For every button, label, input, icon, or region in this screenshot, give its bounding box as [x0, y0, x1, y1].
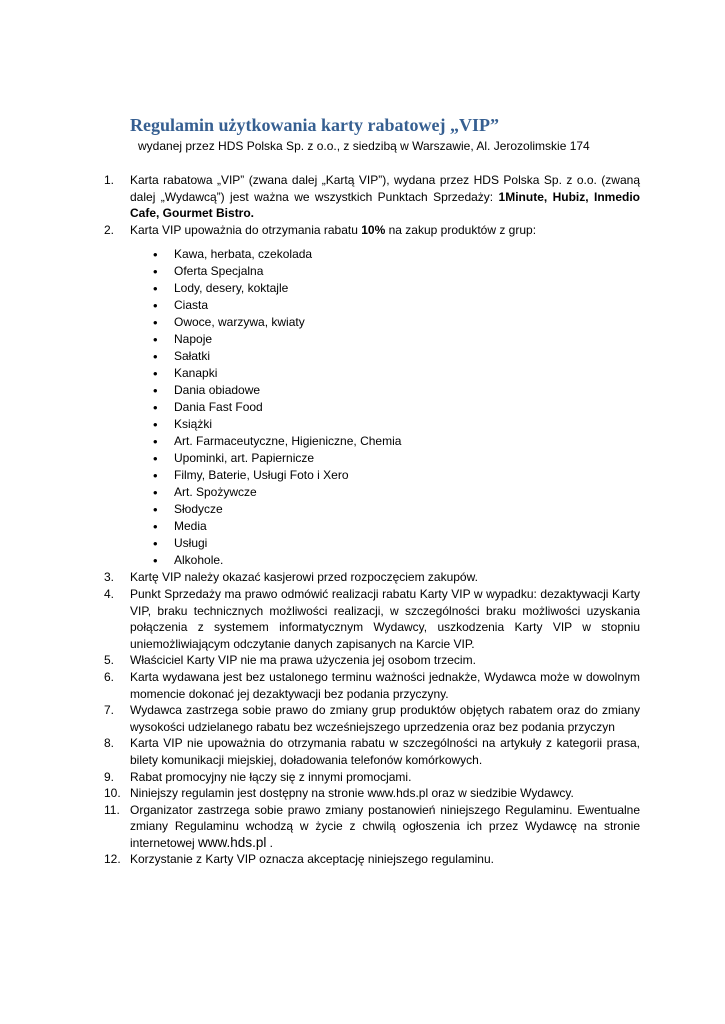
rule-item: [104, 802, 640, 852]
list-item: • Alkohole.: [130, 552, 640, 569]
rule-text: Korzystanie z Karty VIP oznacza akceptację niniejszego regulaminu.: [130, 852, 494, 867]
website-link[interactable]: www.hds.pl: [198, 834, 267, 850]
rule-text: Niniejszy regulamin jest dostępny na stronie www.hds.pl oraz w siedzibie Wydawcy.: [130, 786, 574, 801]
list-item: • Usługi: [130, 535, 640, 552]
rule-item: [104, 586, 640, 652]
list-item: • Kawa, herbata, czekolada: [130, 246, 640, 263]
list-item: • Owoce, warzywa, kwiaty: [130, 314, 640, 331]
document-title: Regulamin użytkowania karty rabatowej „VIP”: [130, 115, 499, 135]
rule-text: Karta rabatowa „VIP” (zwana dalej „Kartą VIP”), wydana przez HDS Polska Sp. z o.o. (zwaną dalej „Wydawcą”) jest ważna we wszystkich Punktach Sprzedaży:: [130, 173, 640, 204]
list-item: • Kanapki: [130, 365, 640, 382]
rule-item: [104, 702, 640, 735]
list-item: • Lody, desery, koktajle: [130, 280, 640, 297]
rule-number: 8.: [104, 736, 115, 751]
rule-number: 6.: [104, 669, 115, 684]
document-subtitle: wydanej przez HDS Polska Sp. z o.o., z siedzibą w Warszawie, Al. Jerozolimskie 174: [138, 139, 590, 153]
rule-bold-text: 1Minute, Hubiz, Inmedio Cafe, Gourmet Bistro.: [130, 189, 640, 221]
list-item: • Art. Farmaceutyczne, Higieniczne, Chemia: [130, 433, 640, 450]
product-groups-list: [130, 246, 640, 569]
rule-number: 12.: [104, 852, 121, 867]
rule-item: [104, 669, 640, 702]
list-item: • Filmy, Baterie, Usługi Foto i Xero: [130, 467, 640, 484]
rule-number: 11.: [104, 802, 120, 817]
list-item: • Dania Fast Food: [130, 399, 640, 416]
list-item: • Art. Spożywcze: [130, 484, 640, 501]
list-item: • Ciasta: [130, 297, 640, 314]
rule-text: Kartę VIP należy okazać kasjerowi przed rozpoczęciem zakupów.: [130, 570, 478, 585]
rule-item: [104, 785, 640, 802]
rule-number: 3.: [104, 570, 115, 585]
list-item: • Upominki, art. Papiernicze: [130, 450, 640, 467]
list-item: • Sałatki: [130, 348, 640, 365]
rule-text: Punkt Sprzedaży ma prawo odmówić realizacji rabatu Karty VIP w wypadku: dezaktywacji Karty VIP, braku technicznych możliwości realizacji, w szczególności braku możliwości uzyskania połączenia z systemem informatycznym Wydawcy, uszkodzenia Karty VIP w stopniu uniemożliwiającym odczytanie danych zapisanych na Karcie VIP.: [130, 586, 640, 651]
rule-item: [104, 851, 640, 868]
rule-item: [104, 569, 640, 586]
list-item: • Oferta Specjalna: [130, 263, 640, 280]
rule-number: 5.: [104, 653, 115, 668]
list-item: • Słodycze: [130, 501, 640, 518]
rule-number: 1.: [104, 173, 115, 187]
list-item: • Media: [130, 518, 640, 535]
rule-text: Rabat promocyjny nie łączy się z innymi promocjami.: [130, 769, 412, 784]
rule-number: 10.: [104, 786, 121, 801]
rule-number: 4.: [104, 586, 115, 601]
rule-text: .: [266, 835, 273, 850]
rule-text: Organizator zastrzega sobie prawo zmiany postanowień niniejszego Regulaminu. Ewentualne zmiany Regulaminu wchodzą w życie z chwilą ogłoszenia ich przez Wydawcę na stronie internetowej: [130, 802, 640, 850]
rule-text: Karta VIP upoważnia do otrzymania rabatu: [130, 222, 362, 237]
list-item: • Dania obiadowe: [130, 382, 640, 399]
rule-bold-text: 10%: [361, 222, 386, 237]
rule-text: Karta wydawana jest bez ustalonego terminu ważności jednakże, Wydawca może w dowolnym momencie dokonać jej dezaktywacji bez podania przyczyny.: [130, 669, 640, 701]
list-item: • Napoje: [130, 331, 640, 348]
rule-text: Właściciel Karty VIP nie ma prawa użyczenia jej osobom trzecim.: [130, 653, 476, 668]
rule-number: 7.: [104, 703, 115, 718]
rules-list: [104, 172, 640, 868]
rule-text: Karta VIP nie upoważnia do otrzymania rabatu w szczególności na artykuły z kategorii prasa, bilety komunikacji miejskiej, doładowania telefonów komórkowych.: [130, 736, 640, 767]
rule-item: [104, 652, 640, 669]
rule-number: 2.: [104, 222, 115, 237]
rule-item: [104, 222, 640, 570]
rule-item: [104, 172, 640, 222]
rule-item: [104, 735, 640, 768]
rule-item: [104, 769, 640, 786]
rule-text: Wydawca zastrzega sobie prawo do zmiany grup produktów objętych rabatem oraz do zmiany wysokości udzielanego rabatu bez wcześniejszego uprzedzenia oraz bez podania przyczyn: [130, 703, 640, 734]
list-item: • Książki: [130, 416, 640, 433]
rule-text: na zakup produktów z grup:: [385, 222, 537, 237]
rule-number: 9.: [104, 769, 115, 784]
